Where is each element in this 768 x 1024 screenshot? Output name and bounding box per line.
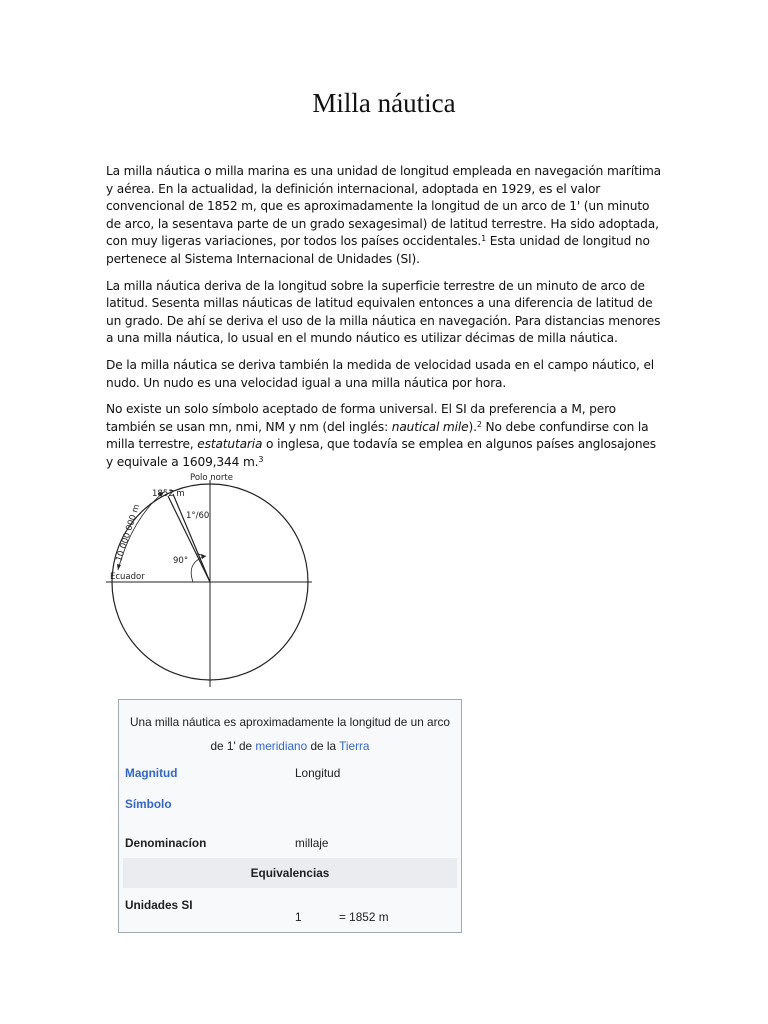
label-angle-small: 1°/60	[186, 511, 210, 521]
label-1852m: 1852 m	[152, 489, 185, 499]
paragraph-intro-text-end: Esta unidad de longitud no pertenece al Sistema Internacional de Unidades (SI).	[106, 234, 650, 266]
infobox	[118, 699, 462, 933]
paragraph-symbols	[106, 401, 662, 471]
link-meridiano[interactable]: meridiano	[255, 739, 308, 753]
unidades-si-value: = 1852 m	[339, 910, 389, 924]
infobox-caption	[123, 710, 457, 758]
label-polo-norte: Polo norte	[190, 473, 233, 483]
paragraph-speed: De la milla náutica se deriva también la medida de velocidad usada en el campo náutico, el nudo. Un nudo es una velocidad igual a una milla náutica por hora.	[106, 357, 655, 390]
link-magnitud[interactable]: Magnitud	[125, 766, 178, 780]
radius-line-1	[168, 496, 210, 582]
link-simbolo[interactable]: Símbolo	[125, 797, 172, 811]
unidades-si-qty: 1	[295, 910, 302, 924]
footnote-2[interactable]: 2	[476, 419, 482, 429]
angle-90-arrowhead	[201, 554, 206, 559]
article-body	[106, 163, 662, 481]
unidades-si-label: Unidades SI	[125, 898, 193, 912]
label-meridian-length: 10 000 000 m	[114, 503, 143, 563]
equivalencias-header: Equivalencias	[123, 858, 457, 888]
label-ecuador: Ecuador	[110, 572, 145, 582]
paragraph-derivation: La milla náutica deriva de la longitud sobre la superficie terrestre de un minuto de arco de latitud. Sesenta millas náuticas de latitud equivalen entonces a una diferencia de latitud de un grado. De ahí se deriva el uso de la milla náutica en navegación. Para distancias menores a una milla náutica, lo usual en el mundo náutico es utilizar décimas de milla náutica.	[106, 278, 661, 346]
paragraph-intro-text: La milla náutica o milla marina es una unidad de longitud empleada en navegación marítima y aérea. En la actualidad, la definición internacional, adoptada en 1929, es el valor convencional de 1852 m, que es aproximadamente la longitud de un arco de 1' (un minuto de arco, la sesentava parte de un grado sexagesimal) de latitud terrestre. Ha sido adoptada, con muy ligeras variaciones, por todos los países occidentales.	[106, 164, 661, 249]
link-tierra[interactable]: Tierra	[339, 739, 370, 753]
denominacion-value: millaje	[295, 836, 329, 850]
meridian-arrowhead-bottom	[117, 564, 121, 570]
paragraph-symbols-text-3: No debe confundirse con la milla terrestre,	[106, 419, 649, 452]
footnote-3[interactable]: 3	[258, 454, 264, 464]
emphasis-estatutaria: estatutaria	[197, 437, 263, 452]
paragraph-symbols-text: No existe un solo símbolo aceptado de forma universal. El SI da preferencia a M, pero también se usan mn, nmi, NM y nm (del inglés:	[106, 402, 616, 434]
paragraph-symbols-text-4: o inglesa, que todavía se emplea en algunos países anglosajones y equivale a 1609,344 m.	[106, 437, 656, 469]
page-title: Milla náutica	[312, 88, 456, 118]
magnitud-value: Longitud	[295, 766, 341, 780]
paragraph-intro	[106, 163, 662, 269]
nautical-mile-diagram	[106, 470, 316, 688]
denominacion-label: Denominacíon	[125, 836, 207, 850]
infobox-caption-text-2: de la	[307, 739, 340, 753]
label-angle-90: 90°	[173, 556, 189, 566]
paragraph-symbols-text-2: ).	[468, 419, 477, 434]
infobox-caption-text: Una milla náutica es aproximadamente la longitud de un arco de 1' de	[129, 715, 450, 753]
footnote-1[interactable]: 1	[481, 234, 487, 244]
emphasis-nautical-mile: nautical mile	[391, 419, 469, 434]
